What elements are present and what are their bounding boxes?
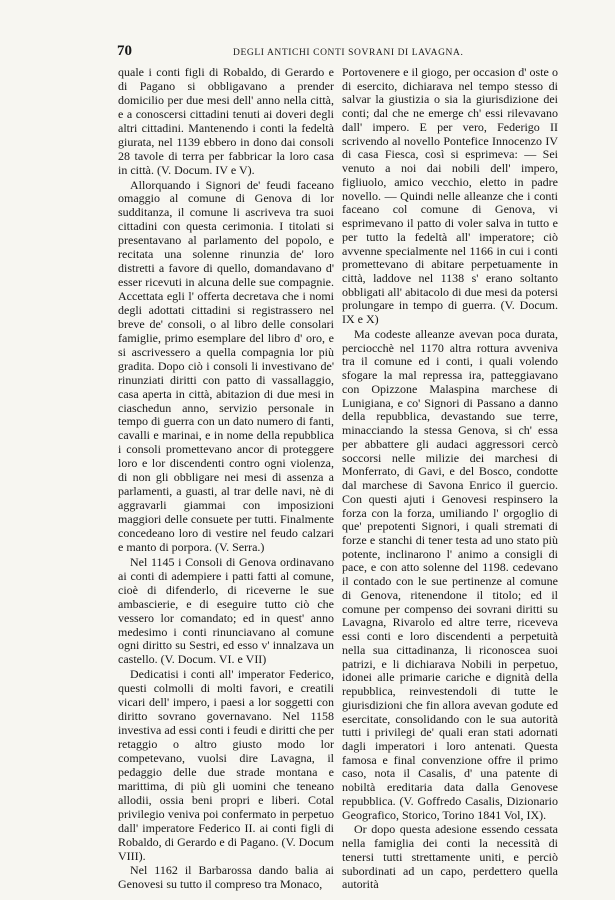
paragraph: Dedicatisi i conti all' imperator Federico, questi colmolli di molti favori, e creatili vicari dell' impero, i paesi a lor soggetti con diritto sovrano governavano. Nel 1158 investiva ad essi conti i feudi e diritti che per retaggio o altro giusto modo lor competevano, vuolsi dire Lavagna, il pedaggio delle due strade montana e marittima, di più gli uomini che teneano allodii, ossia beni propri e liberi. Cotal privilegio veniva poi confermato in perpetuo dall' imperatore Federico II. ai conti figli di Robaldo, di Gerardo e di Pagano. (V. Docum VIII). — [118, 667, 334, 863]
paragraph: quale i conti figli di Robaldo, di Gerardo e di Pagano si obbligavano a prender domicilio per due mesi dell' anno nella città, e a conoscersi cittadini tenuti ai doveri degli altri cittadini. Mantenendo i conti la fedeltà giurata, nel 1139 ebbero in dono dai consoli 28 tavole di terra per fabbricar la loro casa in città. (V. Docum. IV e V). — [118, 65, 334, 177]
page-number: 70 — [117, 43, 132, 59]
paragraph: Nel 1145 i Consoli di Genova ordinavano ai conti di adempiere i patti fatti al comune, cioè di difenderlo, di riceverne le sue ambascierie, e di eseguire tutto ciò che vessero lor comandato; ed in quest' anno medesimo i conti rinunciavano al comune ogni diritto su Sestri, ed esso v' innalzava un castello. (V. Docum. VI. e VII) — [118, 554, 334, 667]
left-text-column — [118, 66, 334, 892]
page-header — [117, 43, 557, 63]
paragraph: Portovenere e il giogo, per occasion d' oste o di esercito, dichiarava nel tempo stesso di salvar la giustizia o sia la giurisdizione dei conti; dal che ne emerge ch' essi rilevavano dall' impero. E per vero, Federigo II scrivendo al novello Pontefice Innocenzo IV di casa Fiesca, così si esprimeva: — Sei venuto a noi dai nobili dell' impero, figliuolo, amico vecchio, eletto in padre novello. — Quindi nelle alleanze che i conti faceano col comune di Genova, vi esprimevano il patto di voler salva in tutto e per tutto la fedeltà all' imperatore; ciò avvenne specialmente nel 1166 in cui i conti promettevano di abitare perpetuamente in città, laddove nel 1138 s' erano soltanto obbligati all' abitacolo di due mesi da potersi prolungare in tempo di guerra. (V. Docum. IX e X) — [342, 65, 558, 327]
paragraph: Allorquando i Signori de' feudi faceano omaggio al comune di Genova di lor sudditanza, il comune li ascriveva tra suoi cittadini con questa cerimonia. I titolati si presentavano al parlamento del popolo, e recitata una solenne rinunzia de' loro distretti a favore di quello, domandavano d' esser ricevuti in alcuna delle sue compagnie. Accettata egli l' offerta decretava che i nomi degli adottati cittadini si registrassero nel breve de' consoli, o al libro delle consolari famiglie, primo esemplare del libro d' oro, e si ascrivessero a quella compagnia lor più gradita. Dopo ciò i consoli li investivano de' rinunziati diritti con patto di vassallaggio, casa aperta in città, abitazion di due mesi in ciaschedun anno, servizio personale in tempo di guerra con un dato numero di fanti, cavalli e marinai, e in nome della repubblica i consoli promettevano ancor di proteggere loro e lor discendenti contro ogni violenza, di non gli obbligare nei mesi di assenza a parlamenti, a guasti, al trar delle navi, nè di aggravarli giammai con imposizioni maggiori delle consuete per tutti. Finalmente concedeano loro di vestire nel feudo calzari e manto di porpora. (V. Serra.) — [118, 177, 334, 554]
paragraph: Nel 1162 il Barbarossa dando balia ai Genovesi su tutto il compreso tra Monaco, — [118, 863, 334, 892]
paragraph: Or dopo questa adesione essendo cessata nella famiglia dei conti la necessità di tenersi tutti strettamente uniti, e perciò subordinati ad un capo, perdettero quella autorità — [342, 822, 558, 892]
right-text-column — [342, 66, 558, 892]
paragraph: Ma codeste alleanze avevan poca durata, perciocchè nel 1170 altra rottura avveniva tra il comune ed i conti, i quali volendo sfogare la mal repressa ira, patteggiavano con Opizzone Malaspina marchese di Lunigiana, e co' Signori di Passano a danno della repubblica, devastando sue terre, minacciando la stessa Genova, si ch' essa per abbattere gli audaci aggressori cercò soccorsi nelle milizie dei marchesi di Monferrato, di Gavi, e del Bosco, condotte dal marchese di Savona Enrico il guercio. Con questi ajuti i Genovesi respinsero la forza con la forza, umiliando l' orgoglio di que' prepotenti Signori, i quali stremati di forze e stanchi di tener testa ad uno stato più potente, inclinarono l' animo a consigli di pace, e con atto solenne del 1198. cedevano il contado con le sue pertinenze al comune di Genova, ritenendone il titolo; ed il comune per compenso dei sovrani diritti su Lavagna, Rivarolo ed altre terre, riceveva essi conti e loro discendenti a perpetuità nella sua cittadinanza, li riconoscea suoi patrizi, e li dichiarava Nobili in perpetuo, idonei alle primarie cariche e dignità della repubblica, reinvestendoli di tutte le giurisdizioni che fin allora avevan godute ed esercitate, consolidando con le sua autorità tutti i privilegi de' quali eran stati adornati dagli imperatori i loro antenati. Questa famosa e final convenzione offre il primo caso, nota il Casalis, d' una patente di nobiltà ereditaria data dalla Genovese repubblica. (V. Goffredo Casalis, Dizionario Geografico, Storico, Torino 1841 Vol, IX). — [342, 326, 558, 822]
running-title: DEGLI ANTICHI CONTI SOVRANI DI LAVAGNA. — [233, 48, 464, 58]
